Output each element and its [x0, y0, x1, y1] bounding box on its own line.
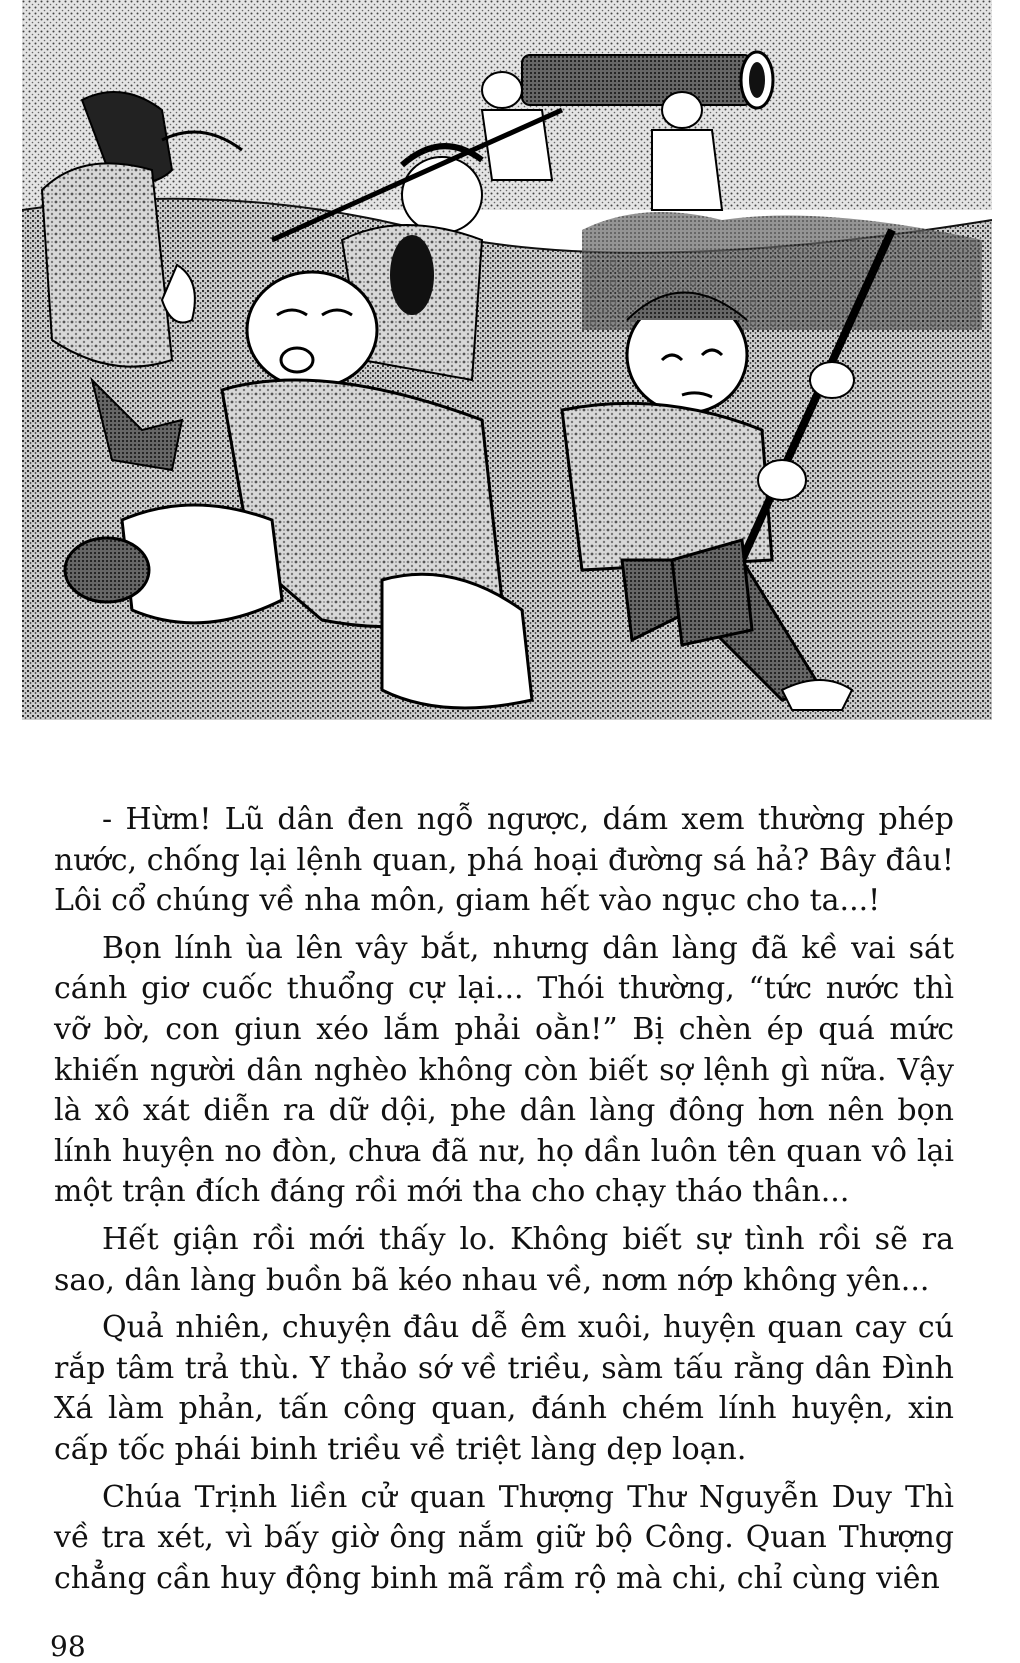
paragraph: Hết giận rồi mới thấy lo. Không biết sự tình rồi sẽ ra sao, dân làng buồn bã kéo nhau về, nơm nớp không yên... — [54, 1221, 954, 1298]
paragraph: Quả nhiên, chuyện đâu dễ êm xuôi, huyện quan cay cú rắp tâm trả thù. Y thảo sớ về triều, sàm tấu rằng dân Đình Xá làm phản, tấn công quan, đánh chém lính huyện, xin cấp tốc phái binh triều về triệt làng dẹp loạn. — [54, 1310, 954, 1467]
comic-illustration-icon — [22, 0, 992, 770]
page-number: 98 — [50, 1630, 86, 1663]
paragraph: Bọn lính ùa lên vây bắt, nhưng dân làng đã kề vai sát cánh giơ cuốc thuổng cự lại... Thói thường, “tức nước thì vỡ bờ, con giun xéo lắm phải oằn!” Bị chèn ép quá mức khiến người dân nghèo không còn biết sợ lệnh gì nữa. Vậy là xô xát diễn ra dữ dội, phe dân làng đông hơn nên bọn lính huyện no đòn, chưa đã nư, họ dần luôn tên quan vô lại một trận đích đáng rồi mới tha cho chạy tháo thân... — [54, 930, 954, 1210]
story-text — [54, 800, 954, 1606]
paragraph: Chúa Trịnh liền cử quan Thượng Thư Nguyễn Duy Thì về tra xét, vì bấy giờ ông nắm giữ bộ Công. Quan Thượng chẳng cần huy động binh mã rầm rộ mà chi, chỉ cùng viên — [54, 1479, 954, 1596]
paragraph: - Hừm! Lũ dân đen ngỗ ngược, dám xem thường phép nước, chống lại lệnh quan, phá hoại đường sá hả? Bây đâu! Lôi cổ chúng về nha môn, giam hết vào ngục cho ta...! — [54, 802, 954, 919]
